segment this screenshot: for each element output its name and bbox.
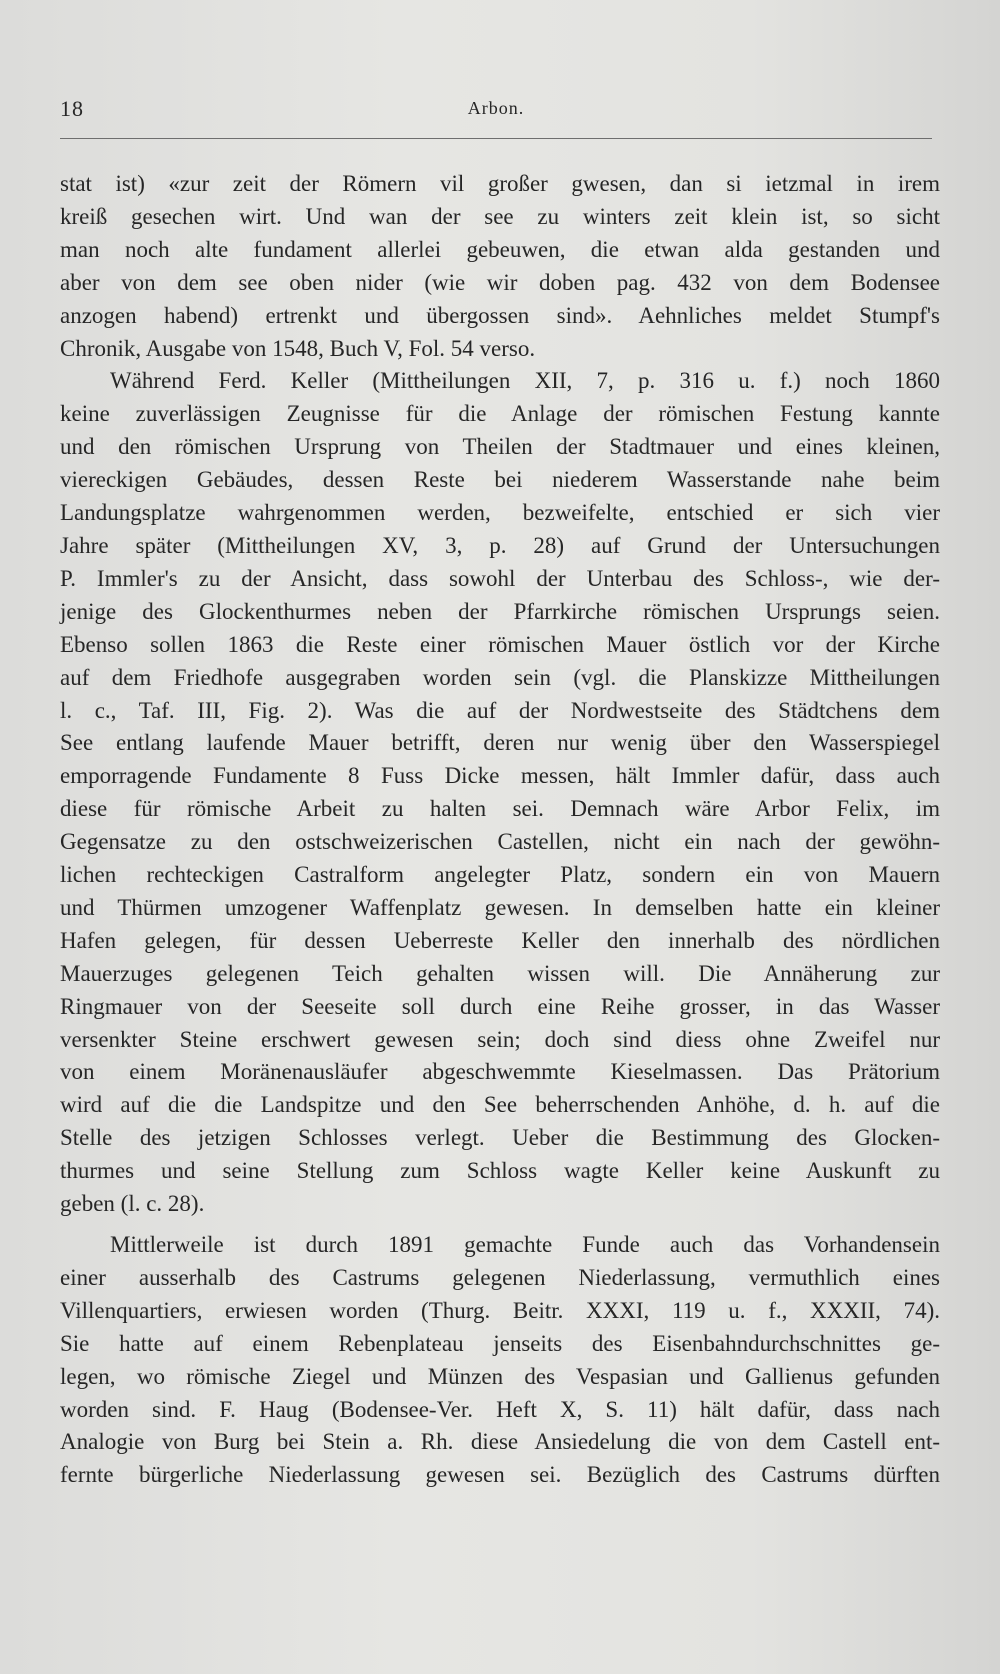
text-line: versenkter Steine erschwert gewesen sein; doch sind diess ohne Zweifel nur [60, 1026, 940, 1052]
text-line: einer ausserhalb des Castrums gelegenen Niederlassung, vermuthlich eines [60, 1264, 940, 1290]
header-rule [60, 138, 932, 139]
text-line: auf dem Friedhofe ausgegraben worden sein (vgl. die Planskizze Mittheilungen [60, 664, 940, 690]
text-line: Chronik, Ausgabe von 1548, Buch V, Fol. 54 verso. [60, 335, 536, 361]
text-line: wird auf die die Landspitze und den See beherrschenden Anhöhe, d. h. auf die [60, 1092, 940, 1118]
page-number: 18 [60, 96, 84, 121]
text-line: Ringmauer von der Seeseite soll durch eine Reihe grosser, in das Wasser [60, 993, 940, 1019]
text-line: Stelle des jetzigen Schlosses verlegt. Ueber die Bestimmung des Glocken- [60, 1125, 940, 1151]
text-line: von einem Moränenausläufer abgeschwemmte Kieselmassen. Das Prätorium [60, 1059, 940, 1085]
text-line: Während Ferd. Keller (Mittheilungen XII, 7, p. 316 u. f.) noch 1860 [110, 368, 940, 394]
text-line: Hafen gelegen, für dessen Ueberreste Keller den innerhalb des nördlichen [60, 927, 940, 953]
paragraph-1 [60, 168, 940, 365]
text-line: emporragende Fundamente 8 Fuss Dicke messen, hält Immler dafür, dass auch [60, 763, 940, 789]
text-line: viereckigen Gebäudes, dessen Reste bei niederem Wasserstande nahe beim [60, 467, 940, 493]
text-line: fernte bürgerliche Niederlassung gewesen sei. Bezüglich des Castrums dürften [60, 1462, 940, 1488]
text-line: Sie hatte auf einem Rebenplateau jenseits des Eisenbahndurchschnittes ge- [60, 1330, 940, 1356]
paragraph-2 [60, 365, 940, 1221]
text-line: anzogen habend) ertrenkt und übergossen sind». Aehnliches meldet Stumpf's [60, 302, 940, 328]
text-line: aber von dem see oben nider (wie wir doben pag. 432 von dem Bodensee [60, 269, 940, 295]
text-line: geben (l. c. 28). [60, 1191, 205, 1217]
text-line: lichen rechteckigen Castralform angelegter Platz, sondern ein von Mauern [60, 862, 940, 888]
text-line: jenige des Glockenthurmes neben der Pfarrkirche römischen Ursprungs seien. [60, 598, 940, 624]
text-line: l. c., Taf. III, Fig. 2). Was die auf der Nordwestseite des Städtchens dem [60, 697, 940, 723]
text-line: und Thürmen umzogener Waffenplatz gewesen. In demselben hatte ein kleiner [60, 894, 940, 920]
text-line: Mittlerweile ist durch 1891 gemachte Funde auch das Vorhandensein [110, 1232, 940, 1257]
text-line: P. Immler's zu der Ansicht, dass sowohl der Unterbau des Schloss-, wie der- [60, 565, 940, 591]
text-line: diese für römische Arbeit zu halten sei. Demnach wäre Arbor Felix, im [60, 796, 940, 822]
text-line: worden sind. F. Haug (Bodensee-Ver. Heft X, S. 11) hält dafür, dass nach [60, 1396, 940, 1422]
running-title: Arbon. [467, 98, 525, 118]
text-line: Analogie von Burg bei Stein a. Rh. diese Ansiedelung die von dem Castell ent- [60, 1429, 940, 1455]
text-line: legen, wo römische Ziegel und Münzen des Vespasian und Gallienus gefunden [60, 1363, 940, 1389]
text-line: Villenquartiers, erwiesen worden (Thurg. Beitr. XXXI, 119 u. f., XXXII, 74). [60, 1297, 940, 1323]
text-line: Gegensatze zu den ostschweizerischen Castellen, nicht ein nach der gewöhn- [60, 829, 940, 855]
page-header [60, 96, 932, 132]
body-text [60, 168, 940, 1492]
text-line: thurmes und seine Stellung zum Schloss wagte Keller keine Auskunft zu [60, 1158, 940, 1184]
text-line: kreiß gesechen wirt. Und wan der see zu winters zeit klein ist, so sicht [60, 203, 940, 229]
text-line: keine zuverlässigen Zeugnisse für die Anlage der römischen Festung kannte [60, 401, 940, 427]
text-line: man noch alte fundament allerlei gebeuwen, die etwan alda gestanden und [60, 236, 940, 262]
text-line: Landungsplatze wahrgenommen werden, bezweifelte, entschied er sich vier [60, 500, 940, 526]
text-line: Mauerzuges gelegenen Teich gehalten wissen will. Die Annäherung zur [60, 960, 940, 986]
text-line: Ebenso sollen 1863 die Reste einer römischen Mauer östlich vor der Kirche [60, 631, 940, 657]
text-line: See entlang laufende Mauer betrifft, deren nur wenig über den Wasserspiegel [60, 730, 940, 756]
text-line: stat ist) «zur zeit der Römern vil großer gwesen, dan si ietzmal in irem [60, 171, 940, 196]
text-line: und den römischen Ursprung von Theilen der Stadtmauer und eines kleinen, [60, 434, 940, 460]
text-line: Jahre später (Mittheilungen XV, 3, p. 28) auf Grund der Untersuchungen [60, 532, 940, 558]
paragraph-3 [60, 1229, 940, 1492]
